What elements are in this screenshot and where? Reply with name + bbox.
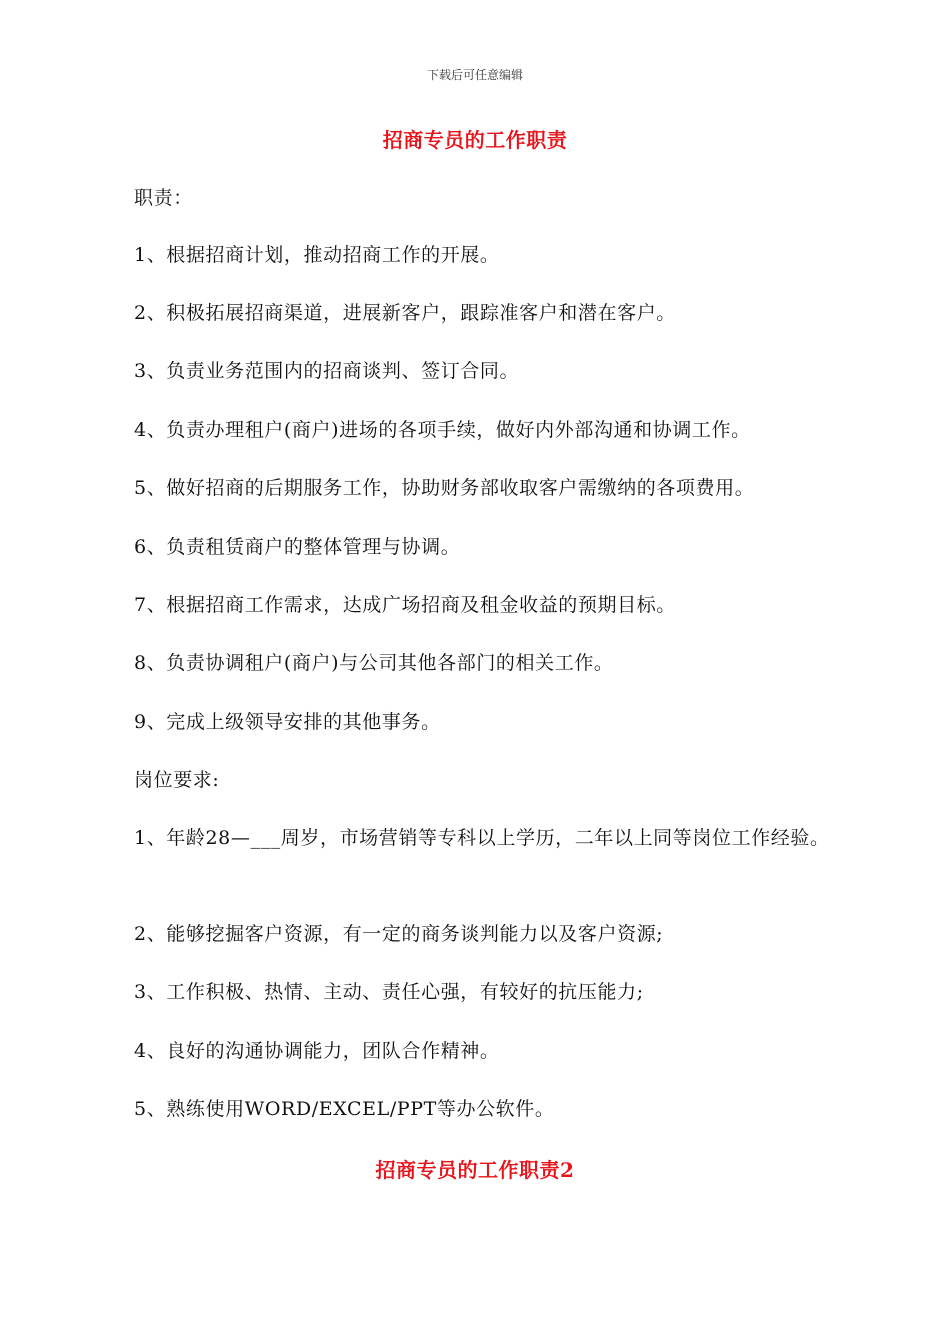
section-duties-label: 职责： <box>134 187 193 209</box>
duty-item: 1、根据招商计划，推动招商工作的开展。 <box>134 244 500 266</box>
header-note: 下载后可任意编辑 <box>426 68 523 82</box>
section-requirements-label: 岗位要求: <box>134 769 220 791</box>
duty-item: 5、做好招商的后期服务工作，协助财务部收取客户需缴纳的各项费用。 <box>134 477 755 499</box>
requirement-item: 3、工作积极、热情、主动、责任心强，有较好的抗压能力; <box>134 981 644 1003</box>
requirement-item: 1、年龄28—___周岁，市场营销等专科以上学历，二年以上同等岗位工作经验。 <box>134 827 830 849</box>
requirement-item: 2、能够挖掘客户资源，有一定的商务谈判能力以及客户资源; <box>134 923 664 945</box>
duty-item: 4、负责办理租户(商户)进场的各项手续，做好内外部沟通和协调工作。 <box>134 419 751 441</box>
duty-item: 9、完成上级领导安排的其他事务。 <box>134 711 441 733</box>
requirement-item: 4、良好的沟通协调能力，团队合作精神。 <box>134 1040 500 1062</box>
duty-item: 3、负责业务范围内的招商谈判、签订合同。 <box>134 360 520 382</box>
duty-item: 6、负责租赁商户的整体管理与协调。 <box>134 536 461 558</box>
duty-item: 7、根据招商工作需求，达成广场招商及租金收益的预期目标。 <box>134 594 676 616</box>
document-title-2: 招商专员的工作职责2 <box>375 1158 575 1182</box>
document-title: 招商专员的工作职责 <box>382 128 568 152</box>
duty-item: 8、负责协调租户(商户)与公司其他各部门的相关工作。 <box>134 652 614 674</box>
duty-item: 2、积极拓展招商渠道，进展新客户，跟踪准客户和潜在客户。 <box>134 302 676 324</box>
requirement-item: 5、熟练使用WORD/EXCEL/PPT等办公软件。 <box>134 1098 555 1120</box>
